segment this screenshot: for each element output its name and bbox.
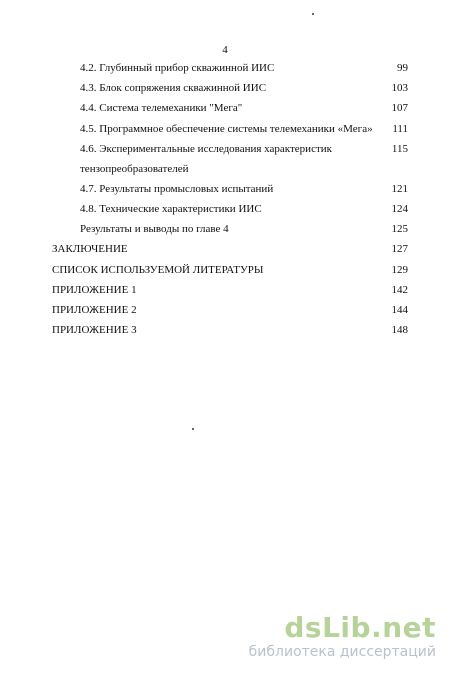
toc-entry-title: Результаты и выводы по главе 4: [80, 223, 229, 235]
toc-entry-page: 115: [391, 143, 408, 155]
toc-entry-page: 127: [391, 243, 408, 255]
toc-entry-title: ПРИЛОЖЕНИЕ 2: [52, 304, 137, 316]
toc-entry-title: тензопреобразователей: [80, 163, 189, 175]
toc-entry-page: 129: [391, 264, 408, 276]
table-of-contents: [0, 62, 450, 352]
toc-entry-title: СПИСОК ИСПОЛЬЗУЕМОЙ ЛИТЕРАТУРЫ: [52, 264, 264, 276]
toc-entry-title: 4.6. Экспериментальные исследования характеристик: [80, 143, 332, 155]
toc-entry-title: ПРИЛОЖЕНИЕ 1: [52, 284, 137, 296]
toc-entry-page: 107: [391, 102, 408, 114]
toc-entry-title: ЗАКЛЮЧЕНИЕ: [52, 243, 128, 255]
watermark-tagline: библиотека диссертаций: [248, 644, 436, 660]
toc-entry-page: 111: [392, 123, 408, 135]
toc-entry-page: 125: [391, 223, 408, 235]
scan-speck: [312, 13, 314, 15]
toc-entry-title: 4.8. Технические характеристики ИИС: [80, 203, 262, 215]
toc-entry-page: 144: [391, 304, 408, 316]
toc-entry-page: 103: [391, 82, 408, 94]
scan-speck: [192, 428, 194, 430]
toc-entry-page: 148: [391, 324, 408, 336]
toc-entry-page: 121: [391, 183, 408, 195]
toc-entry-title: 4.5. Программное обеспечение системы телемеханики «Мега»: [80, 123, 373, 135]
toc-entry-title: 4.2. Глубинный прибор скважинной ИИС: [80, 62, 275, 74]
toc-entry-title: ПРИЛОЖЕНИЕ 3: [52, 324, 137, 336]
toc-entry-page: 99: [397, 62, 408, 74]
watermark-logo: dsLib.net: [284, 611, 436, 644]
toc-entry-page: 142: [391, 284, 408, 296]
page-number: 4: [222, 44, 228, 56]
watermark: [246, 613, 436, 665]
toc-entry-title: 4.4. Система телемеханики "Мега": [80, 102, 243, 114]
toc-entry-page: 124: [391, 203, 408, 215]
toc-entry-title: 4.7. Результаты промысловых испытаний: [80, 183, 274, 195]
toc-entry-title: 4.3. Блок сопряжения скважинной ИИС: [80, 82, 267, 94]
